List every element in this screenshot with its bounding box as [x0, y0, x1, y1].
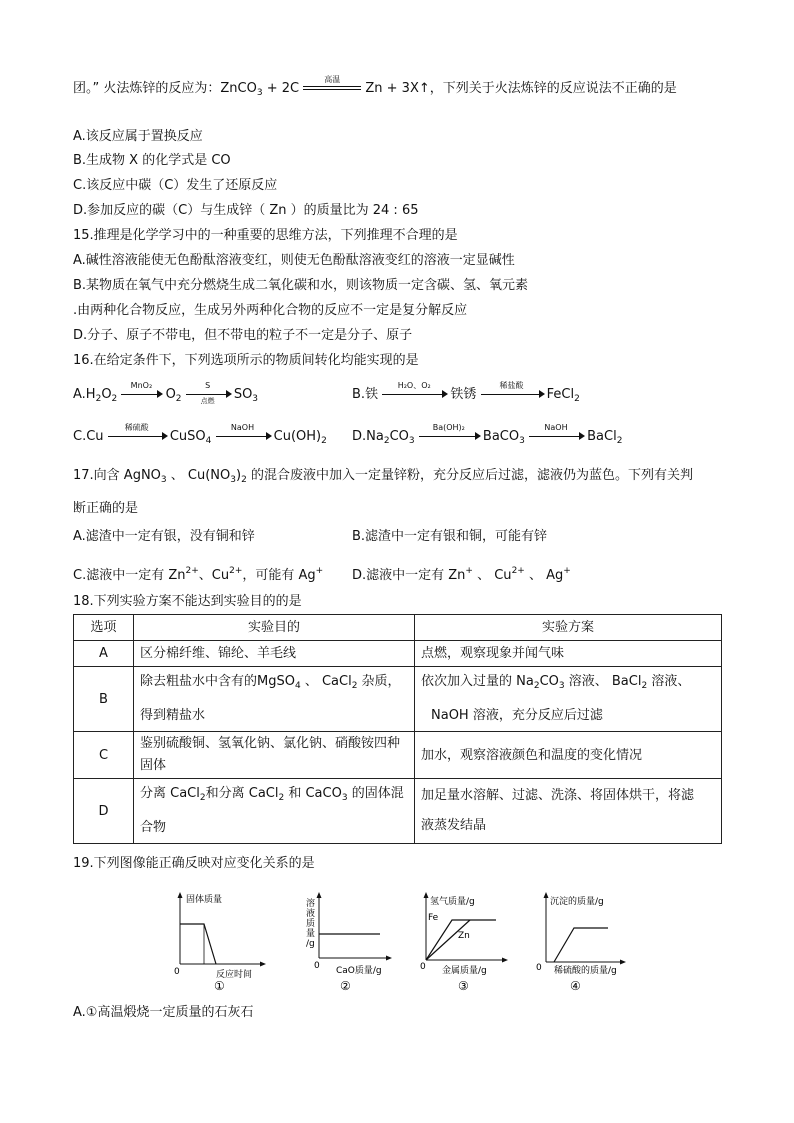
x-axis-arrow: [502, 958, 508, 963]
header-option: 选项: [74, 615, 134, 641]
reaction-arrow: Ba(OH)₂: [419, 429, 479, 445]
data-line: [554, 928, 608, 962]
q19-stem: 19.下列图像能正确反映对应变化关系的是: [73, 856, 315, 871]
graph-number: ②: [340, 979, 351, 992]
graph-number: ①: [214, 979, 225, 992]
reaction-arrow: S 点燃: [186, 387, 230, 403]
y-axis-label: 液: [306, 909, 316, 919]
graph-number: ③: [458, 979, 469, 992]
q15-option-c: .由两种化合物反应，生成另外两种化合物的反应不一定是复分解反应: [73, 303, 468, 318]
q16-option-a: $A.H_2O_2$ MnO₂ $O_2$ S 点燃 $SO_3$: [73, 380, 259, 405]
reaction-arrow: H₂O、O₂: [382, 387, 446, 403]
q17-option-b: B.滤渣中一定有银和铜，可能有锌: [352, 529, 548, 544]
header-goal: 实验目的: [134, 615, 415, 641]
q15-option-a: A.碱性溶液能使无色酚酞溶液变红，则使无色酚酞溶液变红的溶液一定显碱性: [73, 253, 515, 268]
q14-option-a: A.该反应属于置换反应: [73, 129, 203, 144]
origin-label: 0: [420, 962, 426, 972]
q15-option-b: B.某物质在氧气中充分燃烧生成二氧化碳和水，则该物质一定含碳、氢、氧元素: [73, 278, 529, 293]
reaction-arrow: NaOH: [216, 429, 270, 445]
origin-label: 0: [536, 963, 542, 973]
header-plan: 实验方案: [415, 615, 722, 641]
origin-label: 0: [174, 967, 180, 977]
table-row: D 分离 CaCl$_2$和分离 CaCl$_2$ 和 CaCO$_3$ 的固体混 合物 加足量水溶解、过滤、洗涤、将固体烘干，将滤 液蒸发结晶: [74, 779, 722, 844]
x-axis-label: CaO质量/g: [336, 966, 382, 976]
y-axis-label: 溶: [306, 899, 316, 909]
q16-option-b: B.铁 H₂O、O₂ 铁锈 稀盐酸 FeCl$_2$: [352, 380, 580, 404]
x-axis-arrow: [620, 960, 626, 965]
q16-stem: 16.在给定条件下，下列选项所示的物质间转化均能实现的是: [73, 353, 419, 368]
q17-stem-line2: 断正确的是: [73, 501, 139, 516]
y-axis-label: 沉淀的质量/g: [550, 897, 604, 907]
origin-label: 0: [314, 961, 320, 971]
x-axis-label: 稀硫酸的质量/g: [554, 966, 617, 976]
graph-3: [414, 888, 518, 992]
q18-stem: 18.下列实验方案不能达到实验目的的是: [73, 594, 302, 609]
graph-4: [534, 888, 634, 992]
data-line: [180, 924, 216, 964]
q14-stem: 团。” 火法炼锌的反应为：ZnCO$_3$ + 2C 高温 Zn + 3X↑，下列关于火法炼锌的反应说法不正确的是: [73, 74, 677, 98]
graph-2: [300, 888, 400, 992]
y-axis-arrow: [178, 892, 183, 898]
q15-option-d: D.分子、原子不带电，但不带电的粒子不一定是分子、原子: [73, 328, 413, 343]
y-axis-label: 质: [306, 919, 316, 929]
table-row: A 区分棉纤维、锦纶、羊毛线 点燃，观察现象并闻气味: [74, 641, 722, 667]
q15-stem: 15.推理是化学学习中的一种重要的思维方法，下列推理不合理的是: [73, 228, 458, 243]
table-row: C 鉴别硫酸铜、氢氧化钠、氯化钠、硝酸铵四种 固体 加水，观察溶液颜色和温度的变化情况: [74, 732, 722, 779]
y-axis-arrow: [424, 892, 429, 898]
q18-table: [73, 614, 722, 844]
q17-option-c: C.滤液中一定有 $Zn^{2+}$、$Cu^{2+}$，可能有 Ag+: [73, 566, 324, 583]
y-axis-label: /g: [306, 939, 315, 949]
x-axis-arrow: [386, 956, 392, 961]
q14-option-b: B.生成物 X 的化学式是 CO: [73, 153, 231, 168]
q14-option-c: C.该反应中碳（C）发生了还原反应: [73, 178, 278, 193]
series-zn-label: Zn: [458, 931, 470, 941]
q19-option-a: A.①高温煅烧一定质量的石灰石: [73, 1005, 254, 1020]
y-axis-label: 固体质量: [186, 895, 223, 905]
y-axis-arrow: [317, 892, 322, 898]
q14-option-d: D.参加反应的碳（C）与生成锌（ Zn ）的质量比为 24 : 65: [73, 203, 419, 218]
q17-option-a: A.滤渣中一定有银，没有铜和锌: [73, 529, 255, 544]
reaction-arrow: 稀硫酸: [108, 429, 166, 445]
equation-condition-sign: 高温: [303, 81, 361, 97]
graph-1: [168, 888, 278, 992]
q17-stem-line1: 17.向含 AgNO$_3$ 、 $Cu(NO_3)_2$ 的混合废液中加入一定量锌粉，充分反应后过滤，滤液仍为蓝色。下列有关判: [73, 468, 693, 485]
reaction-arrow: MnO₂: [121, 387, 161, 403]
y-axis-label: 氢气质量/g: [430, 897, 475, 907]
graph-number: ④: [570, 979, 581, 992]
q16-option-d: $D.Na_2CO_3$ Ba(OH)₂ BaCO$_3$ NaOH BaCl$_2$: [352, 422, 623, 446]
y-axis-arrow: [544, 892, 549, 898]
x-axis-arrow: [260, 962, 266, 967]
table-row: B 除去粗盐水中含有的MgSO$_4$ 、 CaCl$_2$ 杂质， 得到精盐水 依次加入过量的 $Na_2CO_3$ 溶液、 BaCl$_2$ 溶液、 NaOH 溶液，充分反应后过滤: [74, 667, 722, 732]
q16-option-c: C.Cu 稀硫酸 CuSO$_4$ NaOH $Cu(OH)_2$: [73, 422, 327, 446]
reaction-arrow: 稀盐酸: [481, 387, 543, 403]
series-fe-label: Fe: [428, 913, 439, 923]
table-header-row: [74, 615, 722, 641]
y-axis-label: 量: [306, 929, 316, 939]
x-axis-label: 金属质量/g: [442, 966, 487, 976]
q17-option-d: D.滤液中一定有 Zn+ 、 $Cu^{2+}$ 、 Ag+: [352, 566, 571, 583]
x-axis-label: 反应时间: [216, 970, 253, 980]
reaction-arrow: NaOH: [529, 429, 583, 445]
